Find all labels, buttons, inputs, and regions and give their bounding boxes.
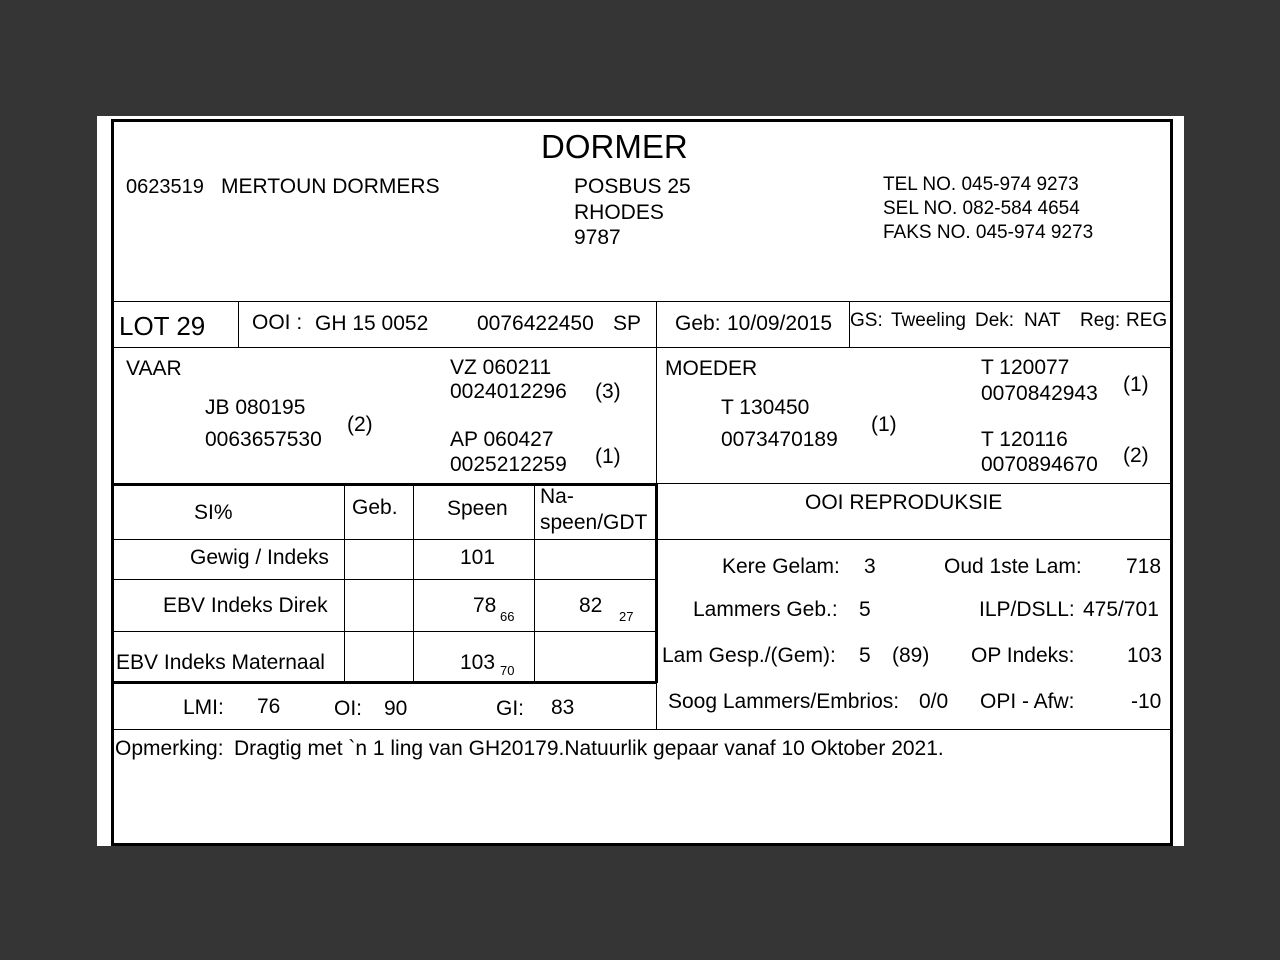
frame-top-border — [111, 119, 1172, 122]
soog-value: 0/0 — [919, 690, 949, 713]
opi-label: OPI - Afw: — [980, 690, 1075, 713]
row-speen-sub-ebv-direk: 66 — [500, 609, 515, 624]
repro-title: OOI REPRODUKSIE — [805, 491, 1003, 514]
vz-reg: 0024012296 — [450, 380, 567, 403]
vz-id: VZ 060211 — [450, 356, 552, 379]
rule-perf-col3 — [534, 484, 535, 682]
rule-lot-divider — [238, 302, 239, 348]
ooi-label: OOI : — [252, 311, 303, 334]
faks-number: FAKS NO. 045-974 9273 — [883, 222, 1094, 243]
rule-repro-header — [657, 539, 1171, 540]
rule-perf-col2 — [413, 484, 414, 682]
rule-perf-right — [655, 484, 658, 683]
row-speen-gewig: 101 — [460, 546, 496, 569]
ap-reg: 0025212259 — [450, 453, 567, 476]
lmi-value: 76 — [257, 695, 281, 718]
oi-value: 90 — [384, 697, 408, 720]
oud-lam-label: Oud 1ste Lam: — [944, 555, 1082, 578]
rule-row3 — [113, 681, 657, 684]
gi-value: 83 — [551, 696, 575, 719]
dek-value: NAT — [1024, 310, 1061, 331]
vaar-id: JB 080195 — [205, 396, 306, 419]
lam-gesp-gem: (89) — [892, 644, 930, 667]
ooi-id: GH 15 0052 — [315, 312, 429, 335]
row-label-ebv-direk: EBV Indeks Direk — [163, 594, 328, 617]
op-indeks-label: OP Indeks: — [971, 644, 1075, 667]
op-indeks-value: 103 — [1127, 644, 1163, 667]
opi-value: -10 — [1131, 690, 1162, 713]
breeder-id: 0623519 — [126, 176, 204, 198]
reg-label: Reg: — [1080, 310, 1121, 331]
rule-pedigree-bottom-right — [657, 483, 1171, 484]
mt1-reg: 0070842943 — [981, 382, 1098, 405]
vz-note: (3) — [595, 380, 621, 403]
cropped-red-text-strip — [167, 842, 1127, 846]
row-speen-ebv-direk: 78 — [473, 594, 497, 617]
sel-number: SEL NO. 082-584 4654 — [883, 198, 1080, 219]
kere-gelam-label: Kere Gelam: — [722, 555, 840, 578]
moeder-label: MOEDER — [665, 357, 758, 380]
speen-header: Speen — [447, 497, 508, 520]
oud-lam-value: 718 — [1126, 555, 1162, 578]
row-label-gewig: Gewig / Indeks — [190, 546, 329, 569]
ilp-value: 475/701 — [1083, 598, 1159, 621]
ap-note: (1) — [595, 445, 621, 468]
rule-index-bottom — [113, 729, 1171, 730]
ooi-reg-number: 0076422450 — [477, 312, 594, 335]
mt2-reg: 0070894670 — [981, 453, 1098, 476]
rule-lot-bottom — [113, 347, 1171, 348]
breed-title: DORMER — [541, 128, 688, 165]
row-label-ebv-maternaal: EBV Indeks Maternaal — [116, 651, 325, 674]
row-speen-sub-ebv-maternaal: 70 — [500, 663, 515, 678]
lot-label: LOT 29 — [119, 311, 206, 341]
mt1-id: T 120077 — [981, 356, 1070, 379]
geb-label: Geb: — [675, 312, 721, 335]
reg-value: REG — [1126, 310, 1168, 331]
soog-label: Soog Lammers/Embrios: — [668, 690, 900, 713]
moeder-id: T 130450 — [721, 396, 810, 419]
row-speen-ebv-maternaal: 103 — [460, 651, 496, 674]
lammers-geb-label: Lammers Geb.: — [693, 598, 838, 621]
lam-gesp-label: Lam Gesp./(Gem): — [662, 644, 836, 667]
rule-perf-header — [113, 539, 657, 540]
rule-perf-col1 — [344, 484, 345, 682]
mt2-id: T 120116 — [981, 428, 1068, 451]
address-line-3: 9787 — [574, 226, 621, 249]
lmi-label: LMI: — [183, 696, 224, 719]
lammers-geb-value: 5 — [859, 598, 871, 621]
vaar-reg: 0063657530 — [205, 428, 322, 451]
mt1-note: (1) — [1123, 373, 1149, 396]
dek-label: Dek: — [975, 310, 1015, 331]
row-naspeen-sub-ebv-direk: 27 — [619, 609, 634, 624]
lam-gesp-value: 5 — [859, 644, 871, 667]
ilp-label: ILP/DSLL: — [979, 598, 1075, 621]
kere-gelam-value: 3 — [864, 555, 876, 578]
gs-value: Tweeling — [891, 310, 966, 331]
geb-date: 10/09/2015 — [727, 312, 833, 335]
remarks-text: Dragtig met `n 1 ling van GH20179.Natuurlik gepaar vanaf 10 Oktober 2021. — [234, 737, 944, 760]
moeder-reg: 0073470189 — [721, 428, 838, 451]
geb-header: Geb. — [352, 496, 398, 519]
tel-number: TEL NO. 045-974 9273 — [883, 174, 1079, 195]
rule-header-bottom — [113, 301, 1171, 302]
sale-catalogue-card — [97, 116, 1184, 846]
mt2-note: (2) — [1123, 444, 1149, 467]
naspeen-header-line2: speen/GDT — [540, 511, 648, 534]
ooi-sp: SP — [613, 312, 642, 335]
moeder-note: (1) — [871, 413, 897, 436]
vaar-note: (2) — [347, 413, 373, 436]
naspeen-header-line1: Na- — [540, 485, 574, 508]
ap-id: AP 060427 — [450, 428, 554, 451]
si-header: SI% — [194, 501, 233, 524]
rule-row2 — [113, 631, 657, 632]
remarks-label: Opmerking: — [115, 737, 224, 760]
gs-label: GS: — [850, 310, 883, 331]
rule-pedigree-bottom-left — [113, 483, 657, 486]
vaar-label: VAAR — [126, 357, 182, 380]
gi-label: GI: — [496, 697, 525, 720]
oi-label: OI: — [334, 697, 363, 720]
breeder-name: MERTOUN DORMERS — [221, 175, 440, 198]
rule-row1 — [113, 579, 657, 580]
address-line-2: RHODES — [574, 201, 664, 224]
address-line-1: POSBUS 25 — [574, 175, 691, 198]
row-naspeen-ebv-direk: 82 — [579, 594, 603, 617]
